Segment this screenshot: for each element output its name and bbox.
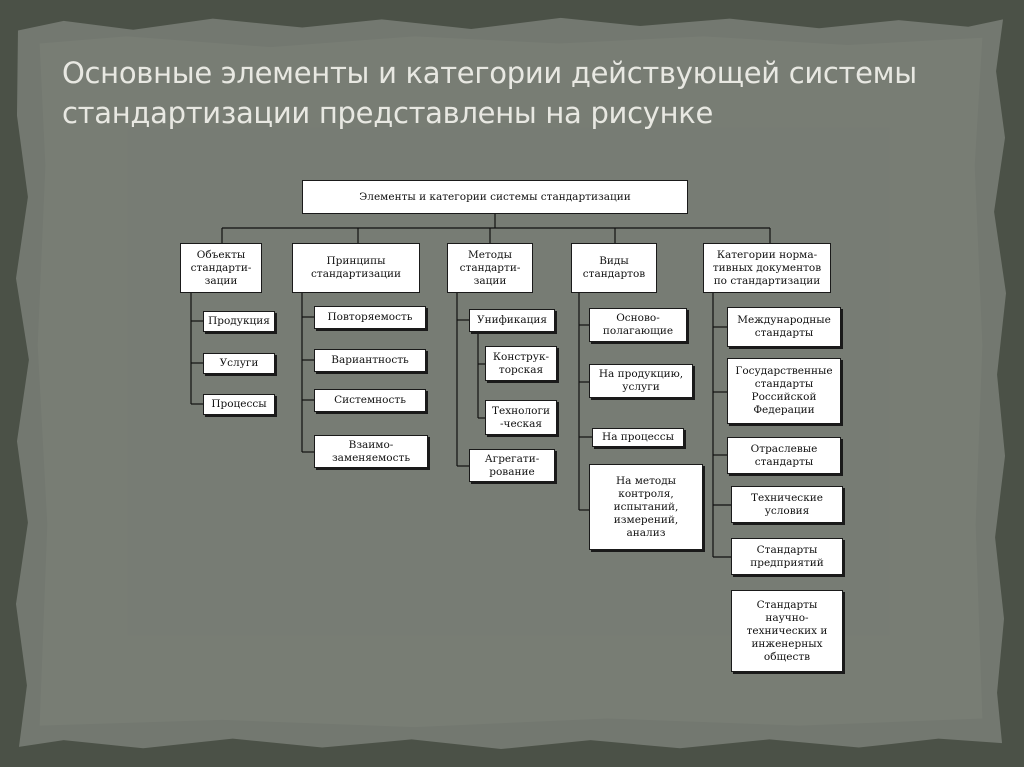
item-scientific-societies: Стандарты научно- технических и инженерных обществ: [731, 590, 843, 672]
item-products: Продукция: [203, 311, 275, 332]
item-services: Услуги: [203, 353, 275, 374]
item-variability: Вариантность: [314, 349, 426, 372]
item-aggregation: Агрегати- рование: [469, 449, 555, 482]
category-standard-types: Виды стандартов: [571, 243, 657, 293]
item-industry: Отраслевые стандарты: [727, 437, 841, 474]
root-box: Элементы и категории системы стандартизации: [302, 180, 688, 214]
slide-title-line-2: стандартизации представлены на рисунке: [62, 96, 714, 130]
item-enterprise: Стандарты предприятий: [731, 538, 843, 575]
category-objects: Объекты стандарти- зации: [180, 243, 262, 293]
item-for-products: На продукцию, услуги: [589, 364, 693, 398]
item-international: Международные стандарты: [727, 307, 841, 347]
subitem-technological: Технологи -ческая: [485, 400, 557, 435]
item-systemness: Системность: [314, 389, 426, 412]
subitem-design: Конструк- торская: [485, 346, 557, 381]
item-unification: Унификация: [469, 309, 555, 332]
item-for-processes: На процессы: [592, 428, 684, 447]
category-principles: Принципы стандартизации: [292, 243, 420, 293]
category-methods: Методы стандарти- зации: [447, 243, 533, 293]
item-interchangeability: Взаимо- заменяемость: [314, 435, 428, 468]
slide-title-line-1: Основные элементы и категории действующей системы: [62, 56, 917, 90]
item-technical-conditions: Технические условия: [731, 486, 843, 523]
item-state: Государственные стандарты Российской Федерации: [727, 358, 841, 424]
item-processes: Процессы: [203, 394, 275, 415]
item-fundamental: Осново- полагающие: [589, 308, 687, 342]
item-repeatability: Повторяемость: [314, 306, 426, 329]
item-for-methods: На методы контроля, испытаний, измерений, анализ: [589, 464, 703, 550]
category-document-types: Категории норма- тивных документов по стандартизации: [703, 243, 831, 293]
